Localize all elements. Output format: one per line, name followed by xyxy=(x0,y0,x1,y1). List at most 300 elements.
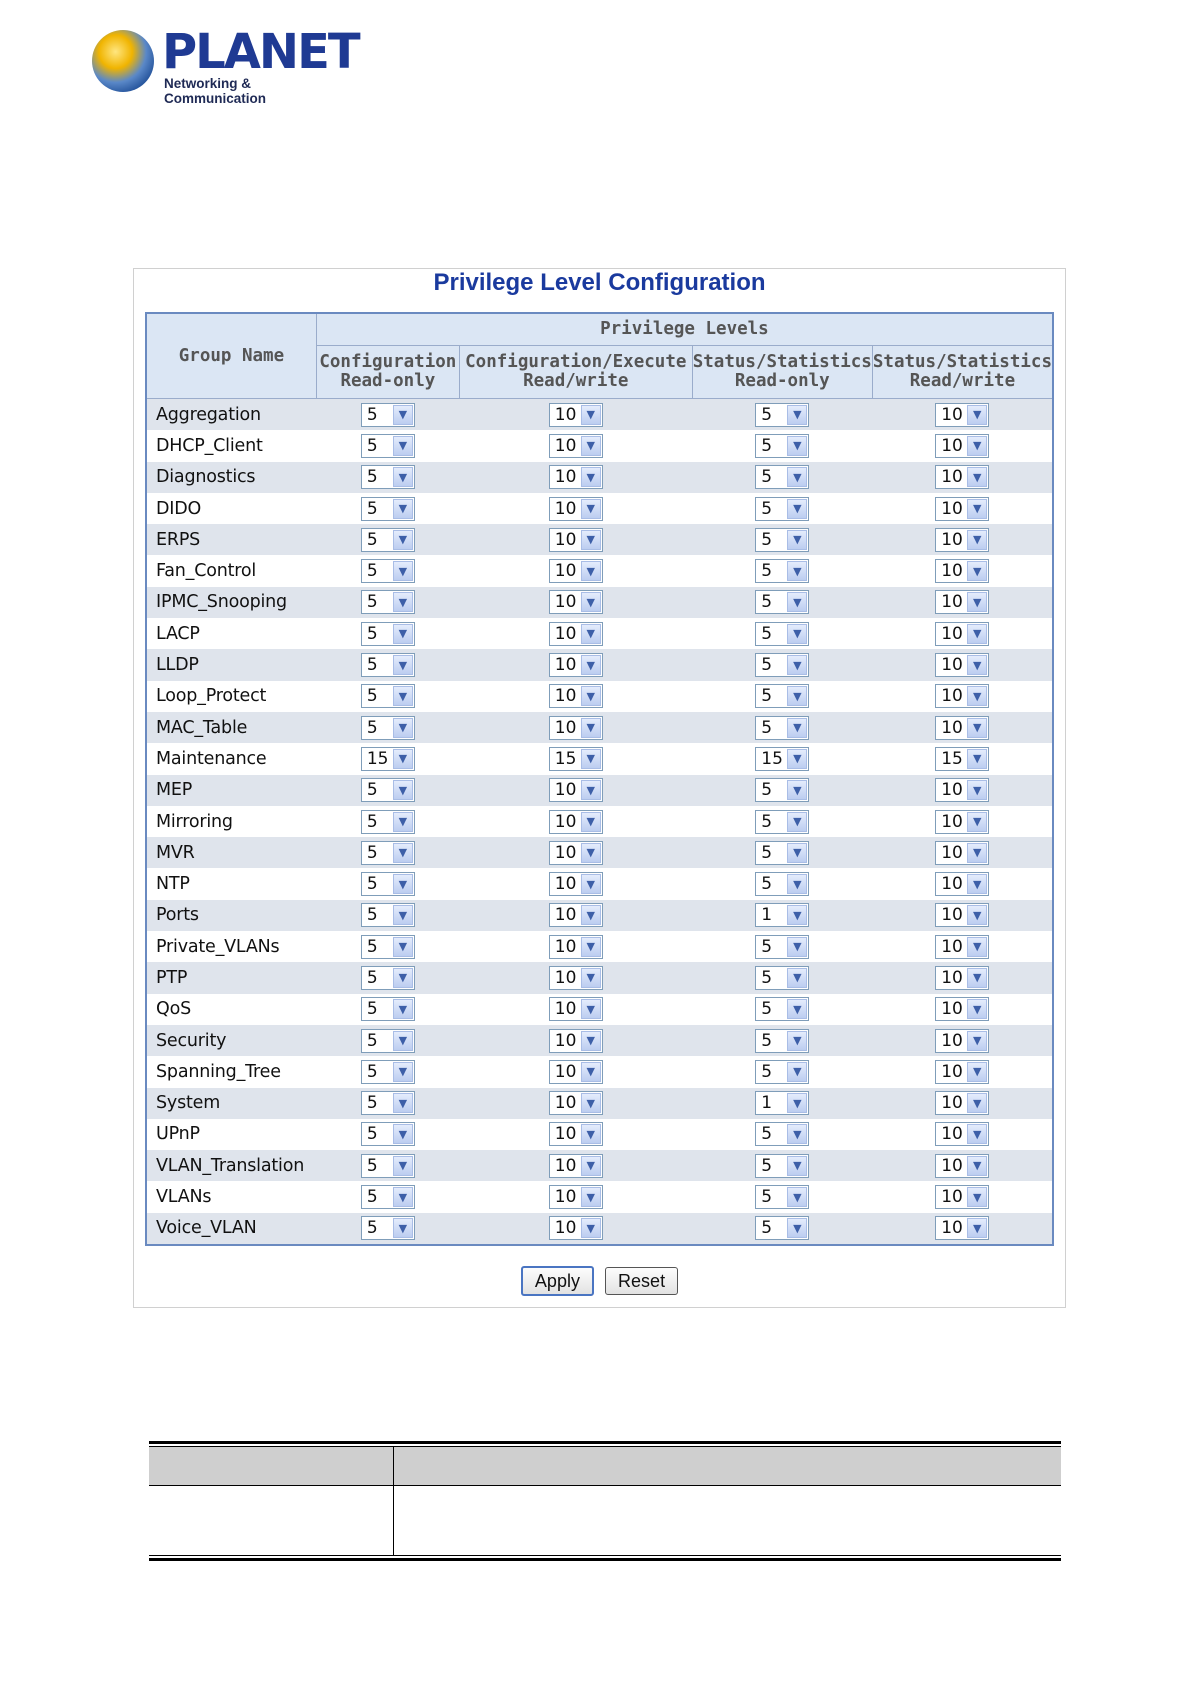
chevron-down-icon[interactable]: ▼ xyxy=(787,1031,807,1051)
chevron-down-icon[interactable]: ▼ xyxy=(581,937,601,957)
planet-logo xyxy=(92,24,359,106)
divider xyxy=(393,1447,394,1555)
chevron-down-icon[interactable]: ▼ xyxy=(581,749,601,769)
chevron-down-icon[interactable]: ▼ xyxy=(581,718,601,738)
chevron-down-icon[interactable]: ▼ xyxy=(581,655,601,675)
privilege-level-select[interactable] xyxy=(361,1122,415,1146)
chevron-down-icon[interactable]: ▼ xyxy=(787,1218,807,1238)
privilege-level-select[interactable] xyxy=(935,528,989,552)
chevron-down-icon[interactable]: ▼ xyxy=(393,812,413,832)
privilege-level-select[interactable] xyxy=(549,841,603,865)
privilege-level-select[interactable] xyxy=(361,841,415,865)
chevron-down-icon[interactable]: ▼ xyxy=(393,1156,413,1176)
privilege-level-select[interactable] xyxy=(935,747,989,771)
group-name-cell: DHCP_Client xyxy=(146,430,316,461)
chevron-down-icon[interactable]: ▼ xyxy=(581,1218,601,1238)
chevron-down-icon[interactable]: ▼ xyxy=(581,499,601,519)
privilege-cell xyxy=(316,1056,459,1087)
privilege-level-select[interactable] xyxy=(361,653,415,677)
chevron-down-icon[interactable]: ▼ xyxy=(581,1156,601,1176)
select-value: 5 xyxy=(366,1218,378,1239)
privilege-level-select[interactable] xyxy=(755,841,809,865)
privilege-level-select[interactable] xyxy=(549,403,603,427)
select-value: 10 xyxy=(941,967,963,988)
table-row xyxy=(146,837,1053,868)
privilege-level-select[interactable] xyxy=(935,997,989,1021)
chevron-down-icon[interactable]: ▼ xyxy=(581,999,601,1019)
chevron-down-icon[interactable]: ▼ xyxy=(581,874,601,894)
chevron-down-icon[interactable]: ▼ xyxy=(967,843,987,863)
privilege-level-select[interactable] xyxy=(935,590,989,614)
privilege-level-select[interactable] xyxy=(755,997,809,1021)
privilege-level-select[interactable] xyxy=(361,716,415,740)
privilege-cell xyxy=(316,931,459,962)
chevron-down-icon[interactable]: ▼ xyxy=(967,1124,987,1144)
privilege-level-select[interactable] xyxy=(935,903,989,927)
group-name-cell: VLANs xyxy=(146,1181,316,1212)
privilege-level-select[interactable] xyxy=(935,434,989,458)
privilege-level-select[interactable] xyxy=(361,497,415,521)
privilege-cell xyxy=(692,649,872,680)
divider xyxy=(149,1441,1061,1444)
chevron-down-icon[interactable]: ▼ xyxy=(787,968,807,988)
chevron-down-icon[interactable]: ▼ xyxy=(787,655,807,675)
chevron-down-icon[interactable]: ▼ xyxy=(393,405,413,425)
chevron-down-icon[interactable]: ▼ xyxy=(581,812,601,832)
select-value: 5 xyxy=(366,467,378,488)
header-line: Status/Statistics xyxy=(692,352,872,373)
privilege-cell xyxy=(692,775,872,806)
chevron-down-icon[interactable]: ▼ xyxy=(393,467,413,487)
chevron-down-icon[interactable]: ▼ xyxy=(787,874,807,894)
privilege-level-select[interactable] xyxy=(935,1060,989,1084)
privilege-level-select[interactable] xyxy=(935,1122,989,1146)
chevron-down-icon[interactable]: ▼ xyxy=(787,1093,807,1113)
privilege-level-select[interactable] xyxy=(361,434,415,458)
privilege-level-select[interactable] xyxy=(361,935,415,959)
chevron-down-icon[interactable]: ▼ xyxy=(581,780,601,800)
privilege-cell xyxy=(316,868,459,899)
privilege-level-select[interactable] xyxy=(935,559,989,583)
privilege-level-select[interactable] xyxy=(755,747,809,771)
chevron-down-icon[interactable]: ▼ xyxy=(967,655,987,675)
chevron-down-icon[interactable]: ▼ xyxy=(787,812,807,832)
privilege-level-select[interactable] xyxy=(935,465,989,489)
privilege-level-select[interactable] xyxy=(361,1185,415,1209)
chevron-down-icon[interactable]: ▼ xyxy=(787,749,807,769)
select-value: 15 xyxy=(761,748,783,769)
chevron-down-icon[interactable]: ▼ xyxy=(581,436,601,456)
privilege-level-select[interactable] xyxy=(935,497,989,521)
chevron-down-icon[interactable]: ▼ xyxy=(967,905,987,925)
chevron-down-icon[interactable]: ▼ xyxy=(581,1031,601,1051)
privilege-level-select[interactable] xyxy=(549,747,603,771)
table-row xyxy=(146,1088,1053,1119)
chevron-down-icon[interactable]: ▼ xyxy=(787,937,807,957)
chevron-down-icon[interactable]: ▼ xyxy=(393,592,413,612)
privilege-level-select[interactable] xyxy=(549,1060,603,1084)
privilege-level-select[interactable] xyxy=(549,622,603,646)
privilege-level-select[interactable] xyxy=(755,465,809,489)
select-value: 10 xyxy=(941,435,963,456)
privilege-level-select[interactable] xyxy=(549,903,603,927)
privilege-level-select[interactable] xyxy=(755,935,809,959)
table-row xyxy=(146,649,1053,680)
privilege-cell xyxy=(459,462,692,493)
chevron-down-icon[interactable]: ▼ xyxy=(787,686,807,706)
chevron-down-icon[interactable]: ▼ xyxy=(967,1062,987,1082)
select-value: 10 xyxy=(941,1218,963,1239)
chevron-down-icon[interactable]: ▼ xyxy=(787,561,807,581)
privilege-level-select[interactable] xyxy=(361,1091,415,1115)
chevron-down-icon[interactable]: ▼ xyxy=(581,467,601,487)
privilege-level-select[interactable] xyxy=(361,684,415,708)
chevron-down-icon[interactable]: ▼ xyxy=(581,624,601,644)
chevron-down-icon[interactable]: ▼ xyxy=(967,561,987,581)
privilege-level-select[interactable] xyxy=(755,1060,809,1084)
privilege-level-select[interactable] xyxy=(549,1154,603,1178)
privilege-level-select[interactable] xyxy=(935,1091,989,1115)
chevron-down-icon[interactable]: ▼ xyxy=(393,561,413,581)
privilege-cell xyxy=(316,1119,459,1150)
privilege-level-select[interactable] xyxy=(755,403,809,427)
privilege-level-select[interactable] xyxy=(549,1185,603,1209)
chevron-down-icon[interactable]: ▼ xyxy=(581,1124,601,1144)
chevron-down-icon[interactable]: ▼ xyxy=(581,843,601,863)
chevron-down-icon[interactable]: ▼ xyxy=(393,530,413,550)
chevron-down-icon[interactable]: ▼ xyxy=(393,436,413,456)
privilege-level-select[interactable] xyxy=(361,622,415,646)
chevron-down-icon[interactable]: ▼ xyxy=(787,780,807,800)
planet-globe-icon xyxy=(92,30,154,92)
privilege-level-select[interactable] xyxy=(755,1185,809,1209)
chevron-down-icon[interactable]: ▼ xyxy=(393,1187,413,1207)
chevron-down-icon[interactable]: ▼ xyxy=(967,499,987,519)
privilege-level-select[interactable] xyxy=(935,1216,989,1240)
privilege-cell xyxy=(459,649,692,680)
chevron-down-icon[interactable]: ▼ xyxy=(787,530,807,550)
privilege-level-select[interactable] xyxy=(549,465,603,489)
chevron-down-icon[interactable]: ▼ xyxy=(967,874,987,894)
chevron-down-icon[interactable]: ▼ xyxy=(581,592,601,612)
privilege-level-select[interactable] xyxy=(935,403,989,427)
privilege-cell xyxy=(316,994,459,1025)
privilege-level-select[interactable] xyxy=(361,903,415,927)
chevron-down-icon[interactable]: ▼ xyxy=(581,405,601,425)
chevron-down-icon[interactable]: ▼ xyxy=(393,843,413,863)
privilege-level-select[interactable] xyxy=(755,1091,809,1115)
privilege-cell xyxy=(316,743,459,774)
privilege-level-select[interactable] xyxy=(755,810,809,834)
table-row xyxy=(146,1119,1053,1150)
privilege-level-select[interactable] xyxy=(549,1091,603,1115)
privilege-level-select[interactable] xyxy=(935,1154,989,1178)
chevron-down-icon[interactable]: ▼ xyxy=(967,1156,987,1176)
privilege-level-select[interactable] xyxy=(549,716,603,740)
privilege-cell xyxy=(459,931,692,962)
table-row xyxy=(146,900,1053,931)
privilege-cell xyxy=(459,994,692,1025)
privilege-level-select[interactable] xyxy=(361,1216,415,1240)
chevron-down-icon[interactable]: ▼ xyxy=(787,905,807,925)
privilege-level-select[interactable] xyxy=(361,1029,415,1053)
privilege-level-select[interactable] xyxy=(361,872,415,896)
select-value: 10 xyxy=(941,686,963,707)
chevron-down-icon[interactable]: ▼ xyxy=(787,1156,807,1176)
chevron-down-icon[interactable]: ▼ xyxy=(393,1093,413,1113)
chevron-down-icon[interactable]: ▼ xyxy=(581,686,601,706)
chevron-down-icon[interactable]: ▼ xyxy=(787,592,807,612)
privilege-level-select[interactable] xyxy=(549,997,603,1021)
chevron-down-icon[interactable]: ▼ xyxy=(787,1187,807,1207)
chevron-down-icon[interactable]: ▼ xyxy=(967,436,987,456)
privilege-level-select[interactable] xyxy=(755,653,809,677)
select-value: 10 xyxy=(554,842,577,863)
privilege-level-select[interactable] xyxy=(549,684,603,708)
table-row xyxy=(146,493,1053,524)
privilege-level-select[interactable] xyxy=(361,1154,415,1178)
chevron-down-icon[interactable]: ▼ xyxy=(967,592,987,612)
chevron-down-icon[interactable]: ▼ xyxy=(967,467,987,487)
chevron-down-icon[interactable]: ▼ xyxy=(787,999,807,1019)
chevron-down-icon[interactable]: ▼ xyxy=(967,749,987,769)
chevron-down-icon[interactable]: ▼ xyxy=(393,718,413,738)
privilege-level-select[interactable] xyxy=(549,1216,603,1240)
chevron-down-icon[interactable]: ▼ xyxy=(393,1218,413,1238)
chevron-down-icon[interactable]: ▼ xyxy=(581,1093,601,1113)
chevron-down-icon[interactable]: ▼ xyxy=(967,999,987,1019)
select-value: 5 xyxy=(761,467,773,488)
chevron-down-icon[interactable]: ▼ xyxy=(967,1218,987,1238)
chevron-down-icon[interactable]: ▼ xyxy=(581,1187,601,1207)
privilege-cell xyxy=(316,430,459,461)
privilege-level-select[interactable] xyxy=(755,559,809,583)
privilege-cell xyxy=(872,524,1053,555)
privilege-level-select[interactable] xyxy=(755,497,809,521)
chevron-down-icon[interactable]: ▼ xyxy=(393,749,413,769)
privilege-level-select[interactable] xyxy=(935,966,989,990)
group-name-cell: PTP xyxy=(146,962,316,993)
privilege-level-select[interactable] xyxy=(549,966,603,990)
privilege-level-select[interactable] xyxy=(361,559,415,583)
group-name-cell: Aggregation xyxy=(146,399,316,431)
privilege-cell xyxy=(692,1119,872,1150)
privilege-level-select[interactable] xyxy=(935,684,989,708)
chevron-down-icon[interactable]: ▼ xyxy=(967,624,987,644)
chevron-down-icon[interactable]: ▼ xyxy=(967,530,987,550)
chevron-down-icon[interactable]: ▼ xyxy=(393,655,413,675)
chevron-down-icon[interactable]: ▼ xyxy=(967,1031,987,1051)
chevron-down-icon[interactable]: ▼ xyxy=(393,937,413,957)
apply-button[interactable]: Apply xyxy=(521,1266,594,1296)
reset-button[interactable]: Reset xyxy=(605,1267,678,1295)
select-value: 10 xyxy=(941,780,963,801)
select-value: 10 xyxy=(941,1155,963,1176)
privilege-level-select[interactable] xyxy=(755,528,809,552)
chevron-down-icon[interactable]: ▼ xyxy=(967,780,987,800)
privilege-cell xyxy=(459,900,692,931)
privilege-cell xyxy=(459,681,692,712)
privilege-cell xyxy=(316,649,459,680)
chevron-down-icon[interactable]: ▼ xyxy=(787,1124,807,1144)
privilege-level-select[interactable] xyxy=(549,434,603,458)
chevron-down-icon[interactable]: ▼ xyxy=(393,874,413,894)
chevron-down-icon[interactable]: ▼ xyxy=(581,530,601,550)
privilege-level-select[interactable] xyxy=(935,1029,989,1053)
chevron-down-icon[interactable]: ▼ xyxy=(393,968,413,988)
privilege-level-select[interactable] xyxy=(755,1216,809,1240)
chevron-down-icon[interactable]: ▼ xyxy=(967,405,987,425)
privilege-cell xyxy=(692,1088,872,1119)
privilege-level-select[interactable] xyxy=(755,1029,809,1053)
select-value: 10 xyxy=(941,1124,963,1145)
privilege-level-select[interactable] xyxy=(549,559,603,583)
table-row xyxy=(146,555,1053,586)
select-value: 10 xyxy=(554,498,577,519)
privilege-level-select[interactable] xyxy=(755,622,809,646)
chevron-down-icon[interactable]: ▼ xyxy=(393,624,413,644)
chevron-down-icon[interactable]: ▼ xyxy=(967,1187,987,1207)
privilege-level-select[interactable] xyxy=(935,872,989,896)
chevron-down-icon[interactable]: ▼ xyxy=(787,1062,807,1082)
privilege-level-select[interactable] xyxy=(549,590,603,614)
chevron-down-icon[interactable]: ▼ xyxy=(787,467,807,487)
select-value: 5 xyxy=(366,561,378,582)
chevron-down-icon[interactable]: ▼ xyxy=(581,561,601,581)
chevron-down-icon[interactable]: ▼ xyxy=(967,937,987,957)
privilege-cell xyxy=(459,524,692,555)
privilege-level-select[interactable] xyxy=(755,434,809,458)
privilege-level-select[interactable] xyxy=(755,716,809,740)
privilege-level-select[interactable] xyxy=(755,903,809,927)
privilege-level-select[interactable] xyxy=(755,684,809,708)
group-name-cell: MEP xyxy=(146,775,316,806)
privilege-level-select[interactable] xyxy=(935,778,989,802)
chevron-down-icon[interactable]: ▼ xyxy=(967,718,987,738)
privilege-level-select[interactable] xyxy=(935,810,989,834)
select-value: 10 xyxy=(941,655,963,676)
privilege-cell xyxy=(692,712,872,743)
privilege-level-select[interactable] xyxy=(935,716,989,740)
chevron-down-icon[interactable]: ▼ xyxy=(787,436,807,456)
privilege-cell xyxy=(692,962,872,993)
privilege-level-select[interactable] xyxy=(549,497,603,521)
privilege-level-select[interactable] xyxy=(755,966,809,990)
select-value: 5 xyxy=(761,1187,773,1208)
privilege-cell xyxy=(459,806,692,837)
privilege-level-select[interactable] xyxy=(361,590,415,614)
select-value: 5 xyxy=(366,435,378,456)
privilege-level-select[interactable] xyxy=(549,528,603,552)
select-value: 10 xyxy=(554,999,577,1020)
chevron-down-icon[interactable]: ▼ xyxy=(967,968,987,988)
chevron-down-icon[interactable]: ▼ xyxy=(787,718,807,738)
chevron-down-icon[interactable]: ▼ xyxy=(393,905,413,925)
select-value: 5 xyxy=(366,874,378,895)
privilege-level-select[interactable] xyxy=(361,1060,415,1084)
select-value: 5 xyxy=(366,404,378,425)
privilege-cell xyxy=(316,837,459,868)
group-name-cell: Fan_Control xyxy=(146,555,316,586)
select-value: 5 xyxy=(761,623,773,644)
privilege-level-select[interactable] xyxy=(935,1185,989,1209)
chevron-down-icon[interactable]: ▼ xyxy=(967,686,987,706)
select-value: 5 xyxy=(366,498,378,519)
privilege-level-select[interactable] xyxy=(549,653,603,677)
chevron-down-icon[interactable]: ▼ xyxy=(393,1062,413,1082)
chevron-down-icon[interactable]: ▼ xyxy=(393,780,413,800)
chevron-down-icon[interactable]: ▼ xyxy=(393,999,413,1019)
privilege-level-select[interactable] xyxy=(361,465,415,489)
chevron-down-icon[interactable]: ▼ xyxy=(581,968,601,988)
select-value: 10 xyxy=(554,780,577,801)
privilege-level-select[interactable] xyxy=(755,778,809,802)
privilege-level-select[interactable] xyxy=(549,810,603,834)
select-value: 10 xyxy=(941,717,963,738)
select-value: 5 xyxy=(761,1030,773,1051)
select-value: 10 xyxy=(554,874,577,895)
privilege-level-select[interactable] xyxy=(755,1154,809,1178)
chevron-down-icon[interactable]: ▼ xyxy=(581,1062,601,1082)
privilege-level-select[interactable] xyxy=(361,966,415,990)
group-name-cell: Security xyxy=(146,1025,316,1056)
privilege-level-select[interactable] xyxy=(549,1029,603,1053)
privilege-level-select[interactable] xyxy=(361,747,415,771)
chevron-down-icon[interactable]: ▼ xyxy=(581,905,601,925)
chevron-down-icon[interactable]: ▼ xyxy=(787,405,807,425)
chevron-down-icon[interactable]: ▼ xyxy=(967,812,987,832)
privilege-cell xyxy=(872,1181,1053,1212)
privilege-level-select[interactable] xyxy=(361,528,415,552)
chevron-down-icon[interactable]: ▼ xyxy=(787,843,807,863)
chevron-down-icon[interactable]: ▼ xyxy=(787,499,807,519)
privilege-level-select[interactable] xyxy=(361,810,415,834)
privilege-level-select[interactable] xyxy=(361,997,415,1021)
privilege-level-select[interactable] xyxy=(755,590,809,614)
privilege-level-select[interactable] xyxy=(755,872,809,896)
chevron-down-icon[interactable]: ▼ xyxy=(787,624,807,644)
privilege-cell xyxy=(459,618,692,649)
privilege-level-select[interactable] xyxy=(549,935,603,959)
privilege-level-select[interactable] xyxy=(755,1122,809,1146)
privilege-cell xyxy=(316,555,459,586)
header-status-read-write xyxy=(872,346,1053,399)
select-value: 5 xyxy=(761,686,773,707)
privilege-level-select[interactable] xyxy=(361,403,415,427)
chevron-down-icon[interactable]: ▼ xyxy=(393,499,413,519)
select-value: 5 xyxy=(761,592,773,613)
select-value: 5 xyxy=(366,1030,378,1051)
chevron-down-icon[interactable]: ▼ xyxy=(393,1124,413,1144)
table-row xyxy=(146,618,1053,649)
privilege-level-select[interactable] xyxy=(549,1122,603,1146)
table-row xyxy=(146,743,1053,774)
group-name-cell: Mirroring xyxy=(146,806,316,837)
privilege-level-select[interactable] xyxy=(935,653,989,677)
chevron-down-icon[interactable]: ▼ xyxy=(967,1093,987,1113)
chevron-down-icon[interactable]: ▼ xyxy=(393,686,413,706)
privilege-level-select[interactable] xyxy=(361,778,415,802)
privilege-level-select[interactable] xyxy=(935,935,989,959)
divider xyxy=(149,1558,1061,1561)
privilege-level-select[interactable] xyxy=(549,778,603,802)
chevron-down-icon[interactable]: ▼ xyxy=(393,1031,413,1051)
privilege-level-select[interactable] xyxy=(935,622,989,646)
privilege-level-select[interactable] xyxy=(935,841,989,865)
privilege-level-table xyxy=(145,312,1054,1246)
privilege-level-select[interactable] xyxy=(549,872,603,896)
select-value: 5 xyxy=(366,780,378,801)
